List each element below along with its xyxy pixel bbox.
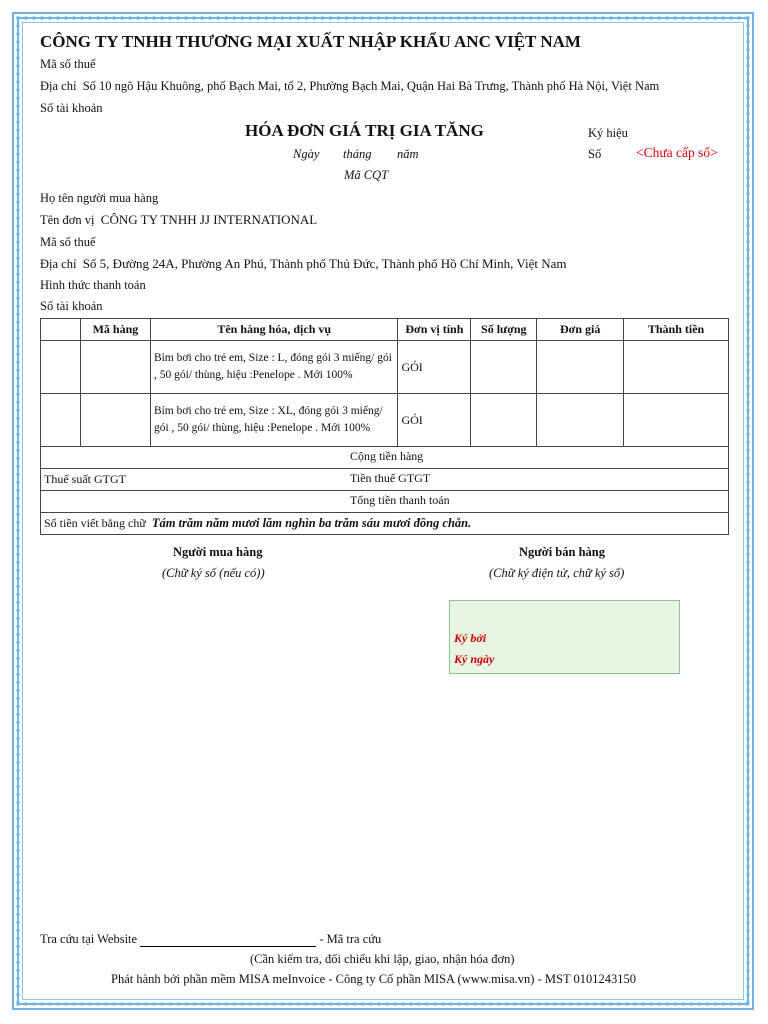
buyer-unit-value: CÔNG TY TNHH JJ INTERNATIONAL: [100, 212, 318, 227]
total-label: Tổng tiền thanh toán: [349, 493, 450, 507]
lookup-row: [40, 932, 381, 947]
in-words-label: Số tiền viết bằng chữ: [44, 516, 146, 530]
table-row: [41, 394, 729, 447]
row-price: [537, 341, 624, 394]
table-header-row: [41, 319, 729, 341]
row-name: Bỉm bơi cho trẻ em, Size : XL, đóng gói 3 miếng/ gói , 50 gói/ thùng, hiệu :Penelope . Mới 100%: [150, 394, 398, 447]
issuer-note: Phát hành bởi phần mềm MISA meInvoice - Công ty Cổ phần MISA (www.misa.vn) - MST 0101243150: [111, 972, 636, 986]
row-name: Bỉm bơi cho trẻ em, Size : L, đóng gói 3 miếng/ gói , 50 gói/ thùng, hiệu :Penelope . Mới 100%: [150, 341, 398, 394]
lookup-code-label: - Mã tra cứu: [319, 932, 382, 946]
table-row: [41, 341, 729, 394]
row-qty: [471, 341, 537, 394]
header-stt: [41, 319, 81, 341]
lookup-website-label: Tra cứu tại Website: [40, 932, 138, 946]
invoice-cqt-label: Mã CQT: [344, 168, 389, 182]
vat-rate-label: Thuế suất GTGT: [41, 469, 151, 491]
invoice-date-day: Ngày: [293, 147, 320, 161]
row-code: [80, 394, 150, 447]
row-amount: [624, 341, 729, 394]
seller-address-label: Địa chỉ: [40, 79, 77, 93]
row-price: [537, 394, 624, 447]
row-unit: GÓI: [398, 394, 471, 447]
total-row: [41, 491, 729, 513]
buyer-address: Số 5, Đường 24A, Phường An Phú, Thành phố Thủ Đức, Thành phố Hồ Chí Minh, Việt Nam: [82, 256, 567, 271]
invoice-number-value: <Chưa cấp số>: [636, 145, 718, 160]
buyer-account-label: Số tài khoản: [40, 299, 103, 313]
seller-signature-note: (Chữ ký điện tử, chữ ký số): [489, 566, 625, 580]
buyer-address-row: [40, 256, 567, 272]
signed-by-label: Ký bởi: [454, 631, 487, 645]
header-unit: Đơn vị tính: [398, 319, 471, 341]
seller-company-name: CÔNG TY TNHH THƯƠNG MẠI XUẤT NHẬP KHẨU ANC VIỆT NAM: [40, 32, 581, 51]
header-price: Đơn giá: [537, 319, 624, 341]
buyer-unit-label: Tên đơn vị: [40, 213, 95, 227]
subtotal-label: Cộng tiền hàng: [349, 449, 424, 463]
buyer-name-label: Họ tên người mua hàng: [40, 191, 159, 205]
row-code: [80, 341, 150, 394]
seller-tax-code-label: Mã số thuế: [40, 57, 96, 71]
invoice-number-label: Số: [588, 147, 602, 161]
buyer-signature-title: Người mua hàng: [173, 545, 263, 559]
header-amount: Thành tiền: [624, 319, 729, 341]
row-qty: [471, 394, 537, 447]
in-words-row: [41, 513, 729, 535]
seller-account-label: Số tài khoản: [40, 101, 103, 115]
row-amount: [624, 394, 729, 447]
vat-row: [41, 469, 729, 491]
subtotal-row: [41, 447, 729, 469]
header-qty: Số lượng: [471, 319, 537, 341]
signed-date-label: Ký ngày: [454, 652, 495, 666]
lookup-website-blank: [140, 934, 316, 947]
seller-address-row: [40, 79, 659, 94]
digital-signature-box: [449, 600, 680, 674]
header-name: Tên hàng hóa, dịch vụ: [150, 319, 398, 341]
invoice-title: HÓA ĐƠN GIÁ TRỊ GIA TĂNG: [245, 121, 484, 140]
buyer-unit-row: [40, 212, 317, 228]
buyer-signature-note: (Chữ ký số (nếu có)): [162, 566, 265, 580]
seller-signature-title: Người bán hàng: [519, 545, 605, 559]
invoice-date-month: tháng: [343, 147, 372, 161]
buyer-address-label: Địa chỉ: [40, 257, 77, 271]
row-unit: GÓI: [398, 341, 471, 394]
row-stt: [41, 394, 81, 447]
header-code: Mã hàng: [80, 319, 150, 341]
items-table: [40, 318, 729, 535]
invoice-date-year: năm: [397, 147, 419, 161]
buyer-tax-code-label: Mã số thuế: [40, 235, 96, 249]
vat-amount-label: Tiền thuế GTGT: [349, 471, 431, 485]
buyer-payment-label: Hình thức thanh toán: [40, 278, 146, 292]
seller-address: Số 10 ngõ Hậu Khuông, phố Bạch Mai, tổ 2, Phường Bạch Mai, Quận Hai Bà Trưng, Thành phố Hà Nội, Việt Nam: [82, 79, 660, 93]
in-words-value: Tám trăm năm mươi lăm nghìn ba trăm sáu mươi đồng chẵn.: [151, 516, 472, 530]
row-stt: [41, 341, 81, 394]
check-note: (Cần kiểm tra, đối chiếu khi lập, giao, nhận hóa đơn): [250, 952, 515, 966]
invoice-symbol-label: Ký hiệu: [588, 126, 628, 140]
